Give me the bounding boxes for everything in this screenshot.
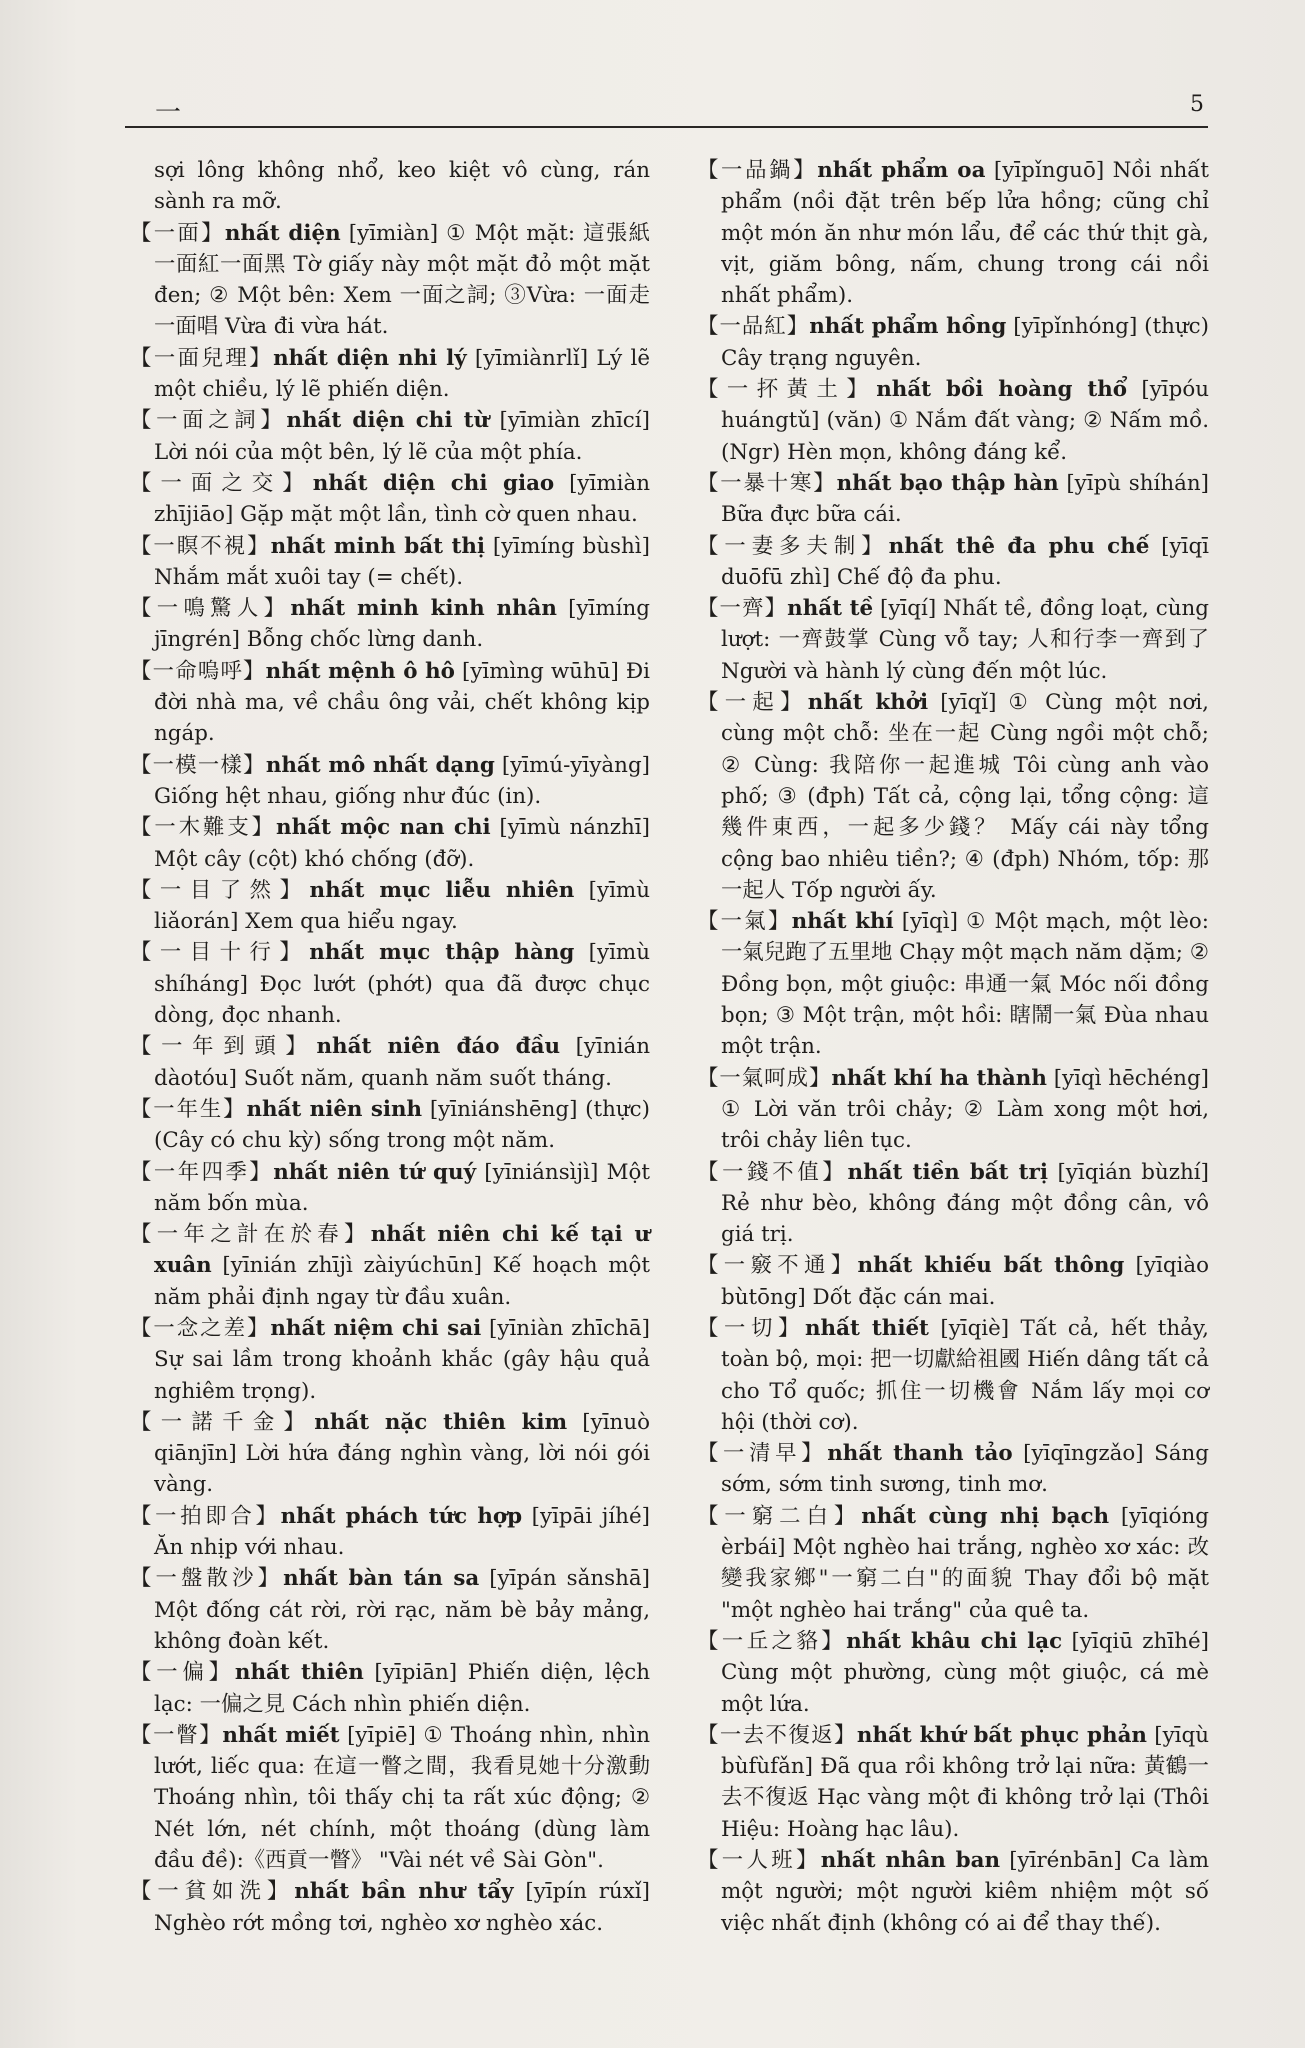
entry-definition: [yīmíng bùshì] Nhắm mắt xuôi tay (= chết). (154, 533, 650, 590)
entry-sino-vietnamese-reading: nhất niên đáo đầu (316, 1034, 561, 1060)
entry-definition: [yīqǐ] ① Cùng một nơi, cùng một chỗ: 坐在一起 Cùng ngồi một chỗ; ② Cùng: 我陪你一起進城 Tôi cùng anh vào phố; ③ (đph) Tất cả, cộng lại, tổng cộng: 這幾件東西，一起多少錢？ Mấy cái này tổng cộng bao nhiêu tiền?; ④ (đph) Nhóm, tốp: 那一起人 Tốp người ấy. (721, 690, 1209, 903)
entry-headword: 【一人班】 (697, 1848, 821, 1874)
entry-sino-vietnamese-reading: nhất mộc nan chi (276, 815, 491, 841)
entry-headword: 【一年之計在於春】 (130, 1222, 371, 1248)
entry-headword: 【一模一樣】 (130, 752, 266, 778)
dictionary-entry (697, 155, 1209, 311)
entry-definition: [yīmú-yīyàng] Giống hệt nhau, giống như đúc (in). (154, 752, 650, 809)
entry-headword: 【一瞑不視】 (130, 533, 271, 559)
dictionary-entry (130, 750, 650, 813)
right-column (697, 155, 1209, 1939)
entry-definition: [yīqián bùzhí] Rẻ như bèo, không đáng một đồng cân, vô giá trị. (721, 1159, 1209, 1248)
entry-sino-vietnamese-reading: nhất tiền bất trị (847, 1159, 1048, 1185)
entry-sino-vietnamese-reading: nhất diện chi từ (286, 408, 490, 434)
section-mark: 一 (155, 98, 182, 128)
entry-sino-vietnamese-reading: nhất mục thập hàng (309, 940, 575, 966)
entry-definition: [yīniánshēng] (thực) (Cây có chu kỳ) sống trong một năm. (154, 1096, 650, 1154)
entry-headword: 【一目了然】 (130, 877, 310, 903)
entry-sino-vietnamese-reading: nhất khiếu bất thông (857, 1253, 1125, 1279)
dictionary-entry (130, 1094, 650, 1157)
entry-sino-vietnamese-reading: nhất thanh tảo (827, 1441, 1013, 1467)
entry-definition: [yīmù shíháng] Đọc lướt (phớt) qua đã được chục dòng, đọc nhanh. (154, 940, 650, 1029)
entry-headword: 【一命嗚呼】 (130, 658, 266, 684)
entry-definition: [yīqīngzǎo] Sáng sớm, sớm tinh sương, tinh mơ. (721, 1441, 1209, 1498)
dictionary-entry (697, 1313, 1209, 1438)
dictionary-entry (697, 1438, 1209, 1501)
dictionary-entry (130, 1720, 650, 1876)
entry-headword: 【一目十行】 (130, 940, 310, 966)
left-column (130, 155, 650, 1939)
entry-definition: [yīnuò qiānjīn] Lời hứa đáng nghìn vàng, lời nói gói vàng. (154, 1409, 650, 1498)
dictionary-entry (130, 593, 650, 656)
dictionary-entry (130, 1157, 650, 1220)
dictionary-entry (130, 343, 650, 406)
entry-headword: 【一偏】 (130, 1660, 235, 1686)
entry-headword: 【一鳴驚人】 (130, 596, 291, 622)
dictionary-entry (130, 1313, 650, 1407)
dictionary-entry (130, 218, 650, 343)
entry-definition: [yīrénbān] Ca làm một người; một người kiêm nhiệm một số việc nhất định (không có ai để thay thế). (721, 1848, 1209, 1936)
dictionary-entry (130, 1657, 650, 1720)
dictionary-entry (697, 531, 1209, 594)
entry-headword: 【一年四季】 (130, 1159, 274, 1185)
entry-headword: 【一面兒理】 (130, 345, 274, 371)
entry-definition: [yīpán sǎnshā] Một đống cát rời, rời rạc, năm bè bảy mảng, không đoàn kết. (154, 1566, 650, 1654)
entry-headword: 【一氣】 (697, 909, 792, 935)
entry-headword: 【一品紅】 (697, 314, 810, 340)
dictionary-entry (697, 1720, 1209, 1845)
entry-definition: [yīpín rúxǐ] Nghèo rớt mồng tơi, nghèo xơ nghèo xác. (154, 1879, 650, 1936)
entry-headword: 【一錢不值】 (697, 1159, 848, 1185)
entry-definition: [yīmiàn] ① Một mặt: 這張紙一面紅一面黑 Tờ giấy này một mặt đỏ một mặt đen; ② Một bên: Xem 一面之詞; ③Vừa: 一面走一面唱 Vừa đi vừa hát. (154, 220, 650, 340)
entry-sino-vietnamese-reading: nhất thê đa phu chế (888, 533, 1150, 559)
entry-headword: 【一竅不通】 (697, 1253, 858, 1279)
entry-sino-vietnamese-reading: nhất khâu chi lạc (846, 1628, 1063, 1654)
entry-sino-vietnamese-reading: nhất khởi (807, 690, 929, 716)
dictionary-entry (697, 687, 1209, 906)
entry-definition: [yīmíng jīngrén] Bỗng chốc lừng danh. (154, 596, 650, 653)
dictionary-entry (130, 1031, 650, 1094)
entry-sino-vietnamese-reading: nhất bồi hoàng thổ (876, 377, 1128, 403)
entry-sino-vietnamese-reading: nhất diện (224, 220, 341, 246)
entry-headword: 【一諾千金】 (130, 1409, 315, 1435)
entry-headword: 【一妻多夫制】 (697, 533, 889, 559)
entry-sino-vietnamese-reading: nhất thiên (234, 1660, 364, 1686)
entry-sino-vietnamese-reading: nhất minh bất thị (270, 533, 486, 559)
entry-headword: 【一切】 (697, 1315, 805, 1341)
entry-definition: [yīmiàn zhīcí] Lời nói của một bên, lý lẽ của một phía. (154, 408, 650, 465)
entry-headword: 【一瞥】 (130, 1722, 223, 1748)
dictionary-entry (130, 1563, 650, 1657)
entry-sino-vietnamese-reading: nhất mệnh ô hô (265, 658, 455, 684)
dictionary-entry (697, 1501, 1209, 1626)
dictionary-entry (130, 937, 650, 1031)
entry-definition: [yīpiē] ① Thoáng nhìn, nhìn lướt, liếc qua: 在這一瞥之間，我看見她十分激動 Thoáng nhìn, tôi thấy chị ta rất xúc động; ② Nét lớn, nét chính, một thoáng (dùng làm đầu đề):《西貢一瞥》 "Vài nét về Sài Gòn". (154, 1722, 650, 1874)
dictionary-entry (697, 1626, 1209, 1720)
entry-headword: 【一起】 (697, 690, 808, 716)
dictionary-entry (130, 812, 650, 875)
entry-headword: 【一面】 (130, 220, 225, 246)
entry-headword: 【一品鍋】 (697, 158, 818, 183)
entry-sino-vietnamese-reading: nhất phẩm hồng (809, 314, 1007, 340)
entry-definition: [yīpù shíhán] Bữa đực bữa cái. (721, 470, 1209, 528)
entry-headword: 【一念之差】 (130, 1315, 271, 1341)
entry-definition: [yīmìng wūhū] Đi đời nhà ma, về chầu ông vải, chết không kịp ngáp. (154, 658, 650, 747)
entry-sino-vietnamese-reading: nhất diện nhi lý (273, 345, 467, 371)
page-number: 5 (1190, 92, 1204, 117)
dictionary-entry (130, 531, 650, 594)
entry-sino-vietnamese-reading: nhất mô nhất dạng (265, 752, 495, 778)
entry-definition: [yīmiànrlǐ] Lý lẽ một chiều, lý lẽ phiến diện. (154, 345, 650, 403)
dictionary-entry (697, 593, 1209, 687)
entry-sino-vietnamese-reading: nhất thiết (804, 1315, 929, 1341)
entry-definition: [yīqiū zhīhé] Cùng một phường, cùng một giuộc, cá mè một lứa. (721, 1628, 1209, 1717)
entry-sino-vietnamese-reading: nhất niên chi kế tại ư xuân (154, 1222, 650, 1279)
entry-sino-vietnamese-reading: nhất tề (787, 596, 874, 622)
dictionary-entry (130, 1501, 650, 1564)
entry-definition: [yīmiàn zhījiāo] Gặp mặt một lần, tình cờ quen nhau. (154, 470, 650, 528)
entry-headword: 【一窮二白】 (697, 1503, 862, 1529)
entry-headword: 【一面之交】 (130, 470, 313, 496)
entry-sino-vietnamese-reading: nhất nặc thiên kim (314, 1409, 568, 1435)
entry-sino-vietnamese-reading: nhất khí (791, 909, 894, 935)
entry-headword: 【一面之詞】 (130, 408, 287, 434)
entry-definition: [yīqì hēchéng] ① Lời văn trôi chảy; ② Làm xong một hơi, trôi chảy liên tục. (721, 1065, 1209, 1154)
dictionary-entry (697, 1063, 1209, 1157)
entry-headword: 【一盤散沙】 (130, 1566, 284, 1592)
entry-headword: 【一年到頭】 (130, 1034, 317, 1060)
dictionary-entry (130, 468, 650, 531)
entry-definition: [yīniàn zhīchā] Sự sai lầm trong khoảnh khắc (gây hậu quả nghiêm trọng). (154, 1315, 650, 1404)
entry-sino-vietnamese-reading: nhất diện chi giao (312, 470, 555, 496)
entry-headword: 【一丘之貉】 (697, 1628, 847, 1654)
dictionary-entry (697, 311, 1209, 374)
entry-sino-vietnamese-reading: nhất bạo thập hàn (836, 470, 1059, 496)
entry-sino-vietnamese-reading: nhất miết (222, 1722, 340, 1748)
entry-definition: [yīnián zhījì zàiyúchūn] Kế hoạch một năm phải định ngay từ đầu xuân. (154, 1253, 650, 1310)
entry-sino-vietnamese-reading: nhất khí ha thành (831, 1065, 1047, 1091)
dictionary-entry (130, 1407, 650, 1501)
entry-headword: 【一年生】 (130, 1096, 247, 1122)
entry-definition: [yīpǐnguō] Nồi nhất phẩm (nồi đặt trên bếp lửa hồng; cũng chỉ một món ăn như món lẩu, để các thứ thịt gà, vịt, giăm bông, nấm, chung trong cái nồi nhất phẩm). (721, 158, 1209, 309)
entry-sino-vietnamese-reading: nhất bần như tẩy (294, 1879, 514, 1905)
entry-sino-vietnamese-reading: nhất niên sinh (246, 1096, 423, 1122)
dictionary-entry (130, 875, 650, 938)
entry-definition: [yīqiè] Tất cả, hết thảy, toàn bộ, mọi: 把一切獻給祖國 Hiến dâng tất cả cho Tổ quốc; 抓住一切機會 Nắm lấy mọi cơ hội (thời cơ). (721, 1315, 1209, 1435)
entry-sino-vietnamese-reading: nhất minh kinh nhân (290, 596, 557, 622)
entry-sino-vietnamese-reading: nhất khứ bất phục phản (856, 1722, 1147, 1748)
dictionary-entry (130, 1219, 650, 1313)
entry-headword: 【一木難支】 (130, 815, 277, 841)
entry-sino-vietnamese-reading: nhất bàn tán sa (283, 1566, 480, 1592)
entry-definition: sợi lông không nhổ, keo kiệt vô cùng, rán sành ra mỡ. (154, 158, 650, 215)
entry-headword: 【一貧如洗】 (130, 1879, 295, 1905)
entry-definition: [yīqióng èrbái] Một nghèo hai trắng, nghèo xơ xác: 改變我家鄉"一窮二白"的面貌 Thay đổi bộ mặt "một nghèo hai trắng" của quê ta. (721, 1503, 1209, 1623)
entry-definition: [yīmù liǎorán] Xem qua hiểu ngay. (154, 877, 650, 935)
entry-headword: 【一齊】 (697, 596, 788, 622)
dictionary-entry (697, 468, 1209, 531)
entry-sino-vietnamese-reading: nhất nhân ban (820, 1848, 1001, 1874)
entry-definition: [yīqí] Nhất tề, đồng loạt, cùng lượt: 一齊鼓掌 Cùng vỗ tay; 人和行李一齊到了 Người và hành lý cùng đến một lúc. (721, 596, 1209, 684)
entry-sino-vietnamese-reading: nhất niệm chi sai (270, 1315, 482, 1341)
entry-headword: 【一清早】 (697, 1441, 828, 1467)
entry-headword: 【一暴十寒】 (697, 470, 837, 496)
page-header (125, 92, 1208, 128)
entry-definition: [yīniánsìjì] Một năm bốn mùa. (154, 1159, 650, 1216)
dictionary-entry (130, 405, 650, 468)
entry-definition: [yīnián dàotóu] Suốt năm, quanh năm suốt tháng. (154, 1034, 650, 1091)
dictionary-entry (697, 1250, 1209, 1313)
entry-headword: 【一拍即合】 (130, 1503, 281, 1529)
entry-definition: [yīpóu huángtǔ] (văn) ① Nắm đất vàng; ② Nấm mồ. (Ngr) Hèn mọn, không đáng kể. (721, 377, 1209, 465)
entry-headword: 【一抔黃土】 (697, 377, 877, 403)
entry-sino-vietnamese-reading: nhất cùng nhị bạch (861, 1503, 1110, 1529)
entry-definition: [yīmù nánzhī] Một cây (cột) khó chống (đỡ). (154, 815, 650, 872)
entry-sino-vietnamese-reading: nhất niên tứ quý (273, 1159, 476, 1185)
entry-headword: 【一去不復返】 (697, 1722, 857, 1748)
entry-sino-vietnamese-reading: nhất phẩm oa (817, 158, 986, 183)
dictionary-entry (130, 155, 650, 218)
entry-definition: [yīqì] ① Một mạch, một lèo: 一氣兒跑了五里地 Chạy một mạch năm dặm; ② Đồng bọn, một giuộc: 串通一氣 Móc nối đồng bọn; ③ Một trận, một hồi: 瞎鬧一氣 Đùa nhau một trận. (721, 909, 1209, 1060)
entry-sino-vietnamese-reading: nhất mục liễu nhiên (309, 877, 575, 903)
entry-definition: [yīpiān] Phiến diện, lệch lạc: 一偏之見 Cách nhìn phiến diện. (154, 1660, 650, 1717)
entry-headword: 【一氣呵成】 (697, 1065, 832, 1091)
dictionary-entry (697, 1157, 1209, 1251)
dictionary-entry (697, 374, 1209, 468)
entry-definition: [yīqù bùfùfǎn] Đã qua rồi không trở lại nữa: 黃鶴一去不復返 Hạc vàng một đi không trở lại (Thôi Hiệu: Hoàng hạc lâu). (721, 1722, 1209, 1842)
dictionary-entry (130, 1876, 650, 1939)
dictionary-entry (697, 1845, 1209, 1939)
entry-definition: [yīpǐnhóng] (thực) Cây trạng nguyên. (721, 314, 1209, 371)
entry-definition: [yīqiào bùtōng] Dốt đặc cán mai. (721, 1253, 1209, 1310)
entry-sino-vietnamese-reading: nhất phách tức hợp (280, 1503, 523, 1529)
entry-definition: [yīpāi jíhé] Ăn nhịp với nhau. (154, 1503, 650, 1561)
dictionary-entry (697, 906, 1209, 1062)
entry-definition: [yīqī duōfū zhì] Chế độ đa phu. (721, 533, 1209, 590)
dictionary-entry (130, 656, 650, 750)
